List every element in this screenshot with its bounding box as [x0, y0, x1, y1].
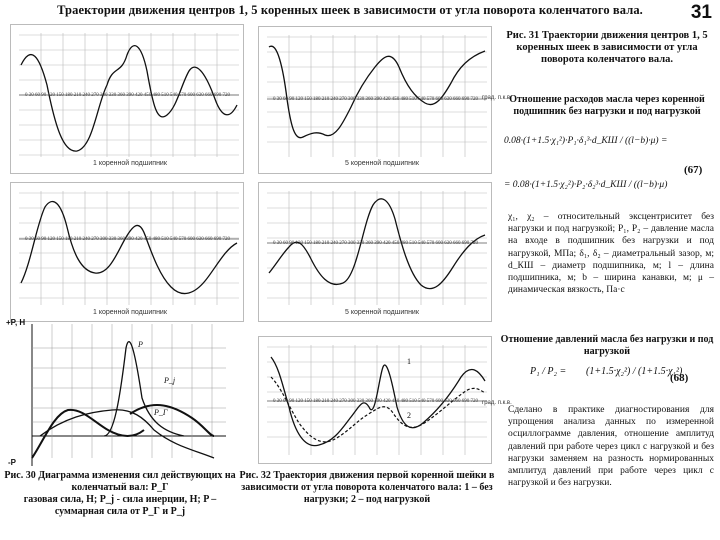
- force-axis-bottom: -P: [8, 458, 16, 467]
- trajectory-plot-2: [259, 27, 491, 173]
- curve-label-pj: P_j: [164, 376, 176, 385]
- fig32-caption: Рис. 32 Траектория движения первой коренной шейки в зависимости от угла поворота коленчатого вала: 1 – без нагрузки; 2 – под нагрузкой: [239, 470, 495, 505]
- conclusion-text: Сделано в практике диагностирования для упрощения анализа данных по измеренной осциллограмме давления, отношение амплитуд давлений при работе через цикл с нагрузкой и без нагрузки заменяем на разность нормированных амплитуд давлений при работе через цикл с нагрузкой и без нагрузки.: [508, 405, 714, 489]
- svg-text:0 30 60 90 120 150 180 210 240: 0 30 60 90 120 150 180 210 240 270 300 330 360 390 420 450 480 510 540 570 600 630 660 690 720: [273, 241, 478, 246]
- chart-3-label: 1 коренной подшипник: [93, 309, 167, 316]
- curve-label-p: P: [138, 340, 143, 349]
- section2-heading: Отношение давлений масла без нагрузки и под нагрузкой: [500, 334, 714, 357]
- fig30-caption-line3: суммарная сила от P_Г и P_j: [54, 506, 186, 517]
- axis-unit-label-top: град. п.к.в.: [482, 95, 512, 101]
- fig32-marker-2: 2: [407, 411, 411, 420]
- force-diagram: [4, 318, 230, 468]
- svg-text:0 30 60 90 120 150 180 210 240: 0 30 60 90 120 150 180 210 240 270 300 330 360 390 420 450 480 510 540 570 600 630 660 690 720: [25, 237, 230, 242]
- formula-67-rhs: = 0.08·(1+1.5·χ₂²)·P₂·δ₂³·d_КШ / ((l−b)·μ): [504, 180, 668, 190]
- chart-2-label: 5 коренной подшипник: [345, 160, 419, 167]
- formula-68-number: (68): [670, 372, 689, 384]
- fig30-caption-line1: Рис. 30 Диаграмма изменения сил действующих на коленчатый вал: P_Г: [4, 470, 236, 493]
- trajectory-plot-4: [259, 183, 491, 321]
- chart-1-label: 1 коренной подшипник: [93, 160, 167, 167]
- section1-heading: Отношение расходов масла через коренной подшипник без нагрузки и под нагрузкой: [509, 94, 705, 117]
- fig32-marker-1: 1: [407, 357, 411, 366]
- svg-text:0 30 60 90 120 150 180 210 240: 0 30 60 90 120 150 180 210 240 270 300 330 360 390 420 450 480 510 540 570 600 630 660 690 720: [273, 399, 478, 404]
- trajectory-chart-1: [10, 24, 244, 174]
- definitions-text: χ₁, χ₂ – относительный эксцентриситет без нагрузки и под нагрузкой; P₁, P₂ – давление масла на входе в подшипник без нагрузки и под нагрузкой, МПа; δ₁, δ₂ – диаметральный зазор, м; d_КШ – диаметр подшипника, м; l – длина подшипника, м; b – ширина канавки, м; μ – динамическая вязкость, Па·с: [508, 212, 714, 296]
- chart-4-label: 5 коренной подшипник: [345, 309, 419, 316]
- formula-68-left: P₁ / P₂ =: [530, 366, 567, 377]
- svg-text:0 30 60 90 120 150 180 210 240: 0 30 60 90 120 150 180 210 240 270 300 330 360 390 420 450 480 510 540 570 600 630 660 690 720: [273, 97, 478, 102]
- trajectory-plot-5: [259, 337, 491, 463]
- axis-unit-label-bottom: град. п.к.в.: [482, 400, 512, 406]
- trajectory-chart-3: [10, 182, 244, 322]
- page-title: Траектории движения центров 1, 5 коренных шеек в зависимости от угла поворота коленчатого вала.: [57, 3, 643, 17]
- trajectory-chart-5: [258, 336, 492, 464]
- fig30-caption: [4, 470, 236, 518]
- force-diagram-plot: [4, 318, 230, 468]
- fig31-caption: Рис. 31 Траектории движения центров 1, 5 коренных шеек в зависимости от угла поворота коленчатого вала.: [506, 30, 708, 65]
- formula-67-lhs: 0.08·(1+1.5·χ₁²)·P₁·δ₁³·d_КШ / ((l−b)·μ) =: [504, 136, 668, 146]
- svg-text:0 30 60 90 120 150 180 210 240: 0 30 60 90 120 150 180 210 240 270 300 330 360 390 420 450 480 510 540 570 600 630 660 690 720: [25, 93, 230, 98]
- force-axis-top: +P, Н: [6, 318, 26, 327]
- fig30-caption-line2: газовая сила, Н; P_j - сила инерции, Н; P –: [23, 494, 217, 505]
- formula-68-right: (1+1.5·χ₂²) / (1+1.5·χ₁²): [586, 366, 683, 377]
- trajectory-plot-3: [11, 183, 243, 321]
- trajectory-plot-1: [11, 25, 243, 173]
- page-number: 31: [690, 2, 712, 23]
- formula-67-number: (67): [684, 164, 703, 176]
- trajectory-chart-4: [258, 182, 492, 322]
- curve-label-pg: P_Г: [154, 408, 168, 417]
- trajectory-chart-2: [258, 26, 492, 174]
